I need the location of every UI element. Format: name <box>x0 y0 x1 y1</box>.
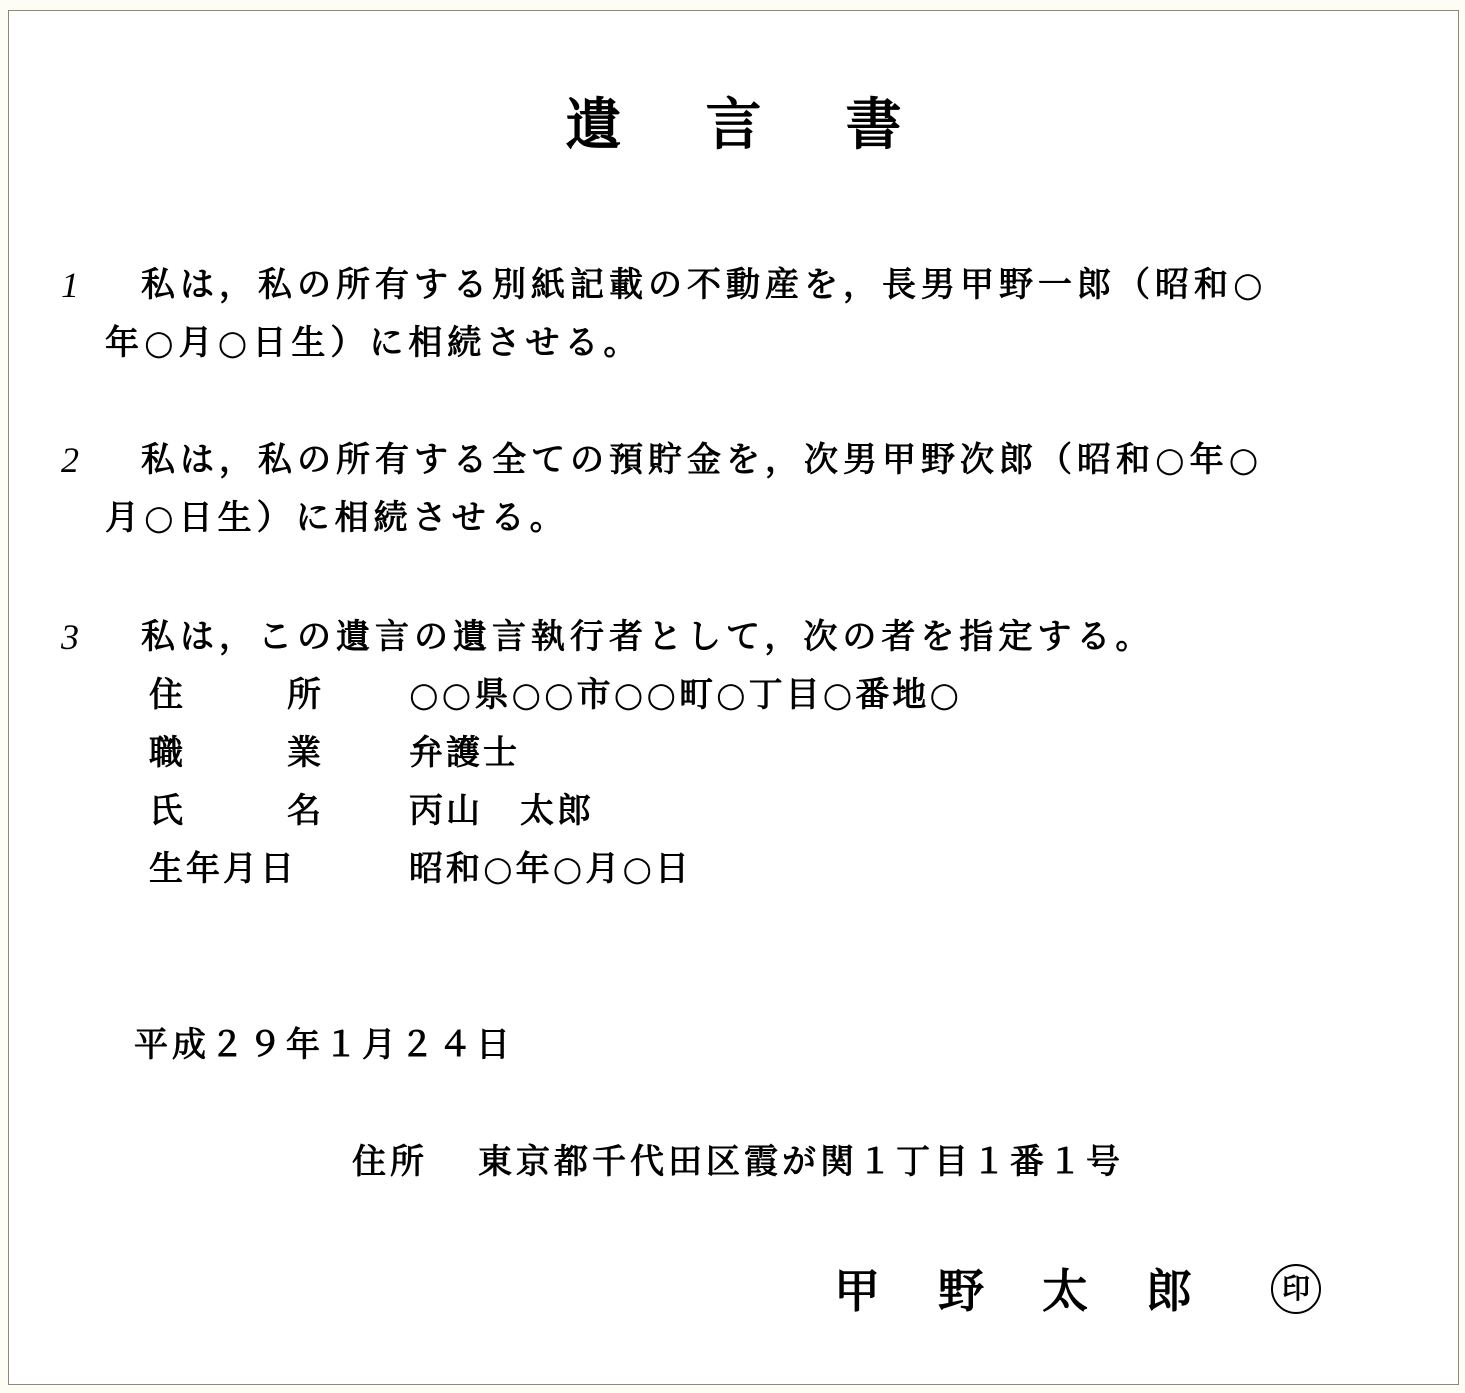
document-date: 平成２９年１月２４日 <box>134 1025 514 1065</box>
executor-occupation-row <box>149 724 962 782</box>
clause-text-line-1: 私は，私の所有する別紙記載の不動産を，長男甲野一郎（昭和○ <box>141 265 1268 305</box>
testator-address-label: 住所 <box>352 1142 428 1182</box>
clause-number: 2 <box>61 440 84 480</box>
executor-birth-value: 昭和○年○月○日 <box>409 849 693 889</box>
testator-address <box>352 1133 1124 1191</box>
clause-3 <box>61 608 1431 666</box>
executor-name-value: 丙山 太郎 <box>409 791 594 831</box>
executor-birth-row <box>149 840 962 898</box>
clause-number: 1 <box>61 265 84 305</box>
clause-number: 3 <box>61 617 84 657</box>
executor-name-label <box>149 782 409 840</box>
will-document <box>8 10 1459 1385</box>
label-char: 氏 <box>149 791 183 831</box>
label-char: 業 <box>287 733 321 773</box>
executor-name-row <box>149 782 962 840</box>
clause-text-line-2: 年○月○日生）に相続させる。 <box>105 323 643 363</box>
label-char: 職 <box>149 733 183 773</box>
label-char: 住 <box>149 675 183 715</box>
clause-1 <box>61 256 1431 372</box>
clause-2 <box>61 431 1431 547</box>
clause-text-line-1: 私は，私の所有する全ての預貯金を，次男甲野次郎（昭和○年○ <box>141 440 1264 480</box>
executor-occupation-label <box>149 724 409 782</box>
executor-details <box>149 666 962 898</box>
testator-address-value: 東京都千代田区霞が関１丁目１番１号 <box>478 1142 1124 1182</box>
testator-signature: 甲野太郎 <box>834 1264 1250 1318</box>
executor-occupation-value: 弁護士 <box>409 733 520 773</box>
seal-stamp: 印 <box>1271 1264 1321 1314</box>
executor-birth-label: 生年月日 <box>149 849 297 889</box>
clause-text-line-1: 私は，この遺言の遺言執行者として，次の者を指定する。 <box>141 617 1155 657</box>
document-title: 遺言書 <box>565 92 986 158</box>
clause-text-line-2: 月○日生）に相続させる。 <box>105 498 569 538</box>
executor-address-label <box>149 666 409 724</box>
label-char: 名 <box>287 791 321 831</box>
executor-address-value: ○○県○○市○○町○丁目○番地○ <box>409 675 963 715</box>
executor-address-row <box>149 666 962 724</box>
label-char: 所 <box>287 675 321 715</box>
